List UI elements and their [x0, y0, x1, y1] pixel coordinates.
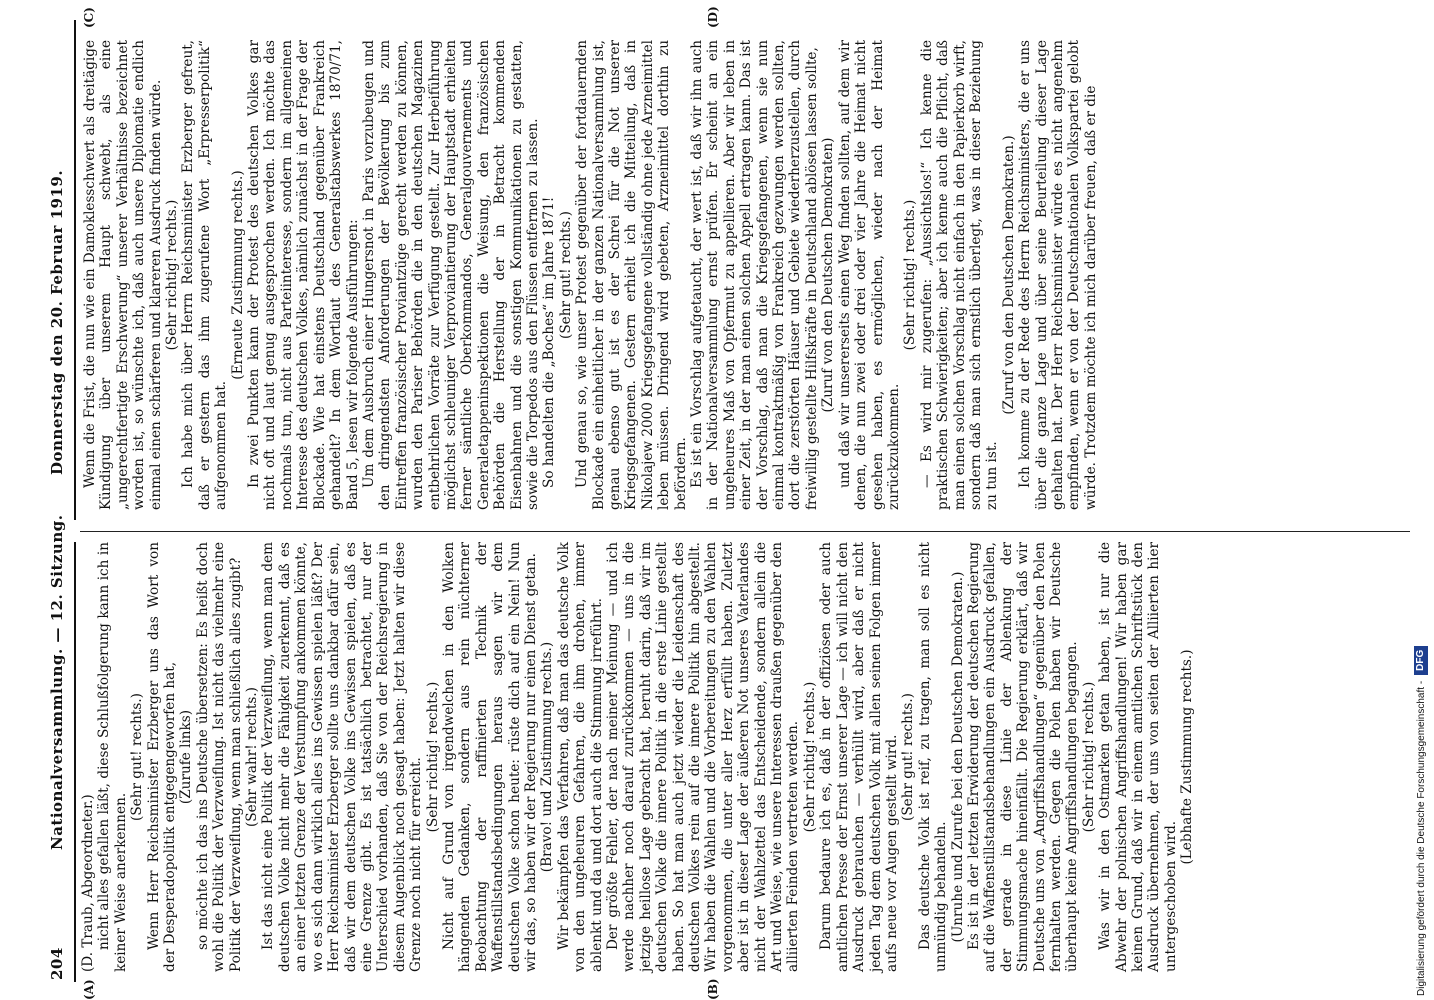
paragraph: Wenn die Frist, die nun wie ein Damoklesschwert als dreitägige Kündigung über unserem Haupt schwebt, als eine „ungerechtfertigte Erschwerung“ unserer Verhältnisse bezeichnet worden ist, so wünschte ich, daß auch unsere Diplomatie endlich einmal einen schärferen und klareren Ausdruck finden würde. [82, 40, 164, 510]
page-number: 204 [48, 947, 66, 980]
left-text-column [80, 542, 1196, 972]
paragraph: Wenn Herr Reichsminister Erzberger uns das Wort von der Desperadopolitik entgegengeworfen hat, [145, 542, 179, 972]
interjection: (Sehr gut! rechts.) [129, 693, 146, 821]
paragraph: In zwei Punkten kann der Protest des deutschen Volkes gar nicht oft und laut genug ausgesprochen werden. Ich möchte das nochmals tun, nicht aus Parteiinteresse, sondern im allgemeinen Interesse des deutschen Volkes, nämlich zunächst in der Frage der Blockade. Wie hat einstens Deutschland gegenüber Frankreich gehandelt? In dem Wortlaut des Generalstabswerkes 1870/71, Band 5, lesen wir folgende Ausführungen: [246, 40, 361, 510]
margin-marker-c: (C) [82, 7, 96, 28]
right-header-rule [74, 20, 76, 520]
left-header-rule [74, 542, 76, 982]
paragraph: Es ist ein Vorschlag aufgetaucht, der wert ist, daß wir ihn auch in der Nationalversammlung ernst prüfen. Er scheint an ein ungeheures Maß von Opfermut zu appellieren. Aber wir leben in einer Zeit, in der man einen solchen Appell ertragen kann. Das ist der Vorschlag, daß man die Kriegsgefangenen, wenn sie nun einmal kontraktmäßig von Frankreich gezwungen werden sollten, dort die zerstörten Häuser und Gebiete wiederherzustellen, durch freiwillig gestellte Hilfskräfte in Deutschland ablösen lassen sollte, [689, 40, 820, 510]
interjection: (Erneute Zustimmung rechts.) [229, 170, 246, 380]
paragraph: Was wir in den Ostmarken getan haben, ist nur die Abwehr der polnischen Angriffshandlungen! Wir haben gar keinen Grund, daß wir in einem amtlichen Schriftstück den Ausdruck übernehmen, der uns von seiten der Alliierten hier untergeschoben wird. [1097, 542, 1179, 972]
paragraph: Der größte Fehler, der nach meiner Meinung — und ich werde nachher noch darauf zurückkommen — uns in die jetzige heillose Lage gebracht hat, beruht darin, daß wir im deutschen Volke die innere Politik in die erste Linie gestellt haben. So hat man auch jetzt wieder die Leidenschaft des deutschen Volkes rein auf die innere Politik hin abgestellt. Wir haben die Wahlen und die Vorbereitungen zu den Wahlen vorgenommen, die unter aller Herz erfüllt haben. Zuletzt aber ist in dieser Lage der äußeren Not unseres Vaterlandes nicht der Wahlzettel das Entscheidende, sondern allein die Art und Weise, wie unsere Interessen draußen gegenüber den alliierten Feinden vertreten werden. [605, 542, 802, 972]
paragraph: Ist das nicht eine Politik der Verzweiflung, wenn man dem deutschen Volke nicht mehr die Fähigkeit zuerkennt, daß es an einer letzten Grenze der Verstumpfung ankommen könnte, wo es sich dann wirklich alles ins Gewissen spielen läßt? Der Herr Reichsminister Erzberger sollte uns dankbar dafür sein, daß wir dem deutschen Volke ins Gewissen spielen, daß es eine Grenze gibt. Es ist tatsächlich betrachtet, nur der Unterschied vorhanden, daß Sie von der Reichsregierung in diesem Augenblick noch gesagt haben: Jetzt halten wir diese Grenze noch nicht für erreicht. [260, 542, 425, 972]
interjection: (Sehr gut! rechts.) [557, 211, 574, 339]
paragraph: Wir bekämpfen das Verfahren, daß man das deutsche Volk von den ungeheuren Gefahren, die ihm drohen, immer ablenkt und da und dort auch die Stimmung irreführt. [555, 542, 605, 972]
interjection: (Sehr richtig! rechts.) [164, 199, 181, 351]
interjection: (Bravo! und Zustimmung rechts.) [539, 641, 556, 873]
paragraph: Es ist in der letzten Erwiderung der deutschen Regierung auf die Waffenstillstandsbehandlungen ein Ausdruck gefallen, der gerade in diese Linie der Ablenkung der Stimmungsmache hineinfällt. Die Regierung erklärt, daß wir Deutsche uns von „Angriffshandlungen“ gegenüber den Polen fernhalten werden. Gegen die Polen haben wir Deutsche überhaupt keine Angriffshandlungen begangen. [965, 542, 1081, 972]
paragraph: Das deutsche Volk ist reif, zu tragen, man soll es nicht unmündig behandeln. [916, 542, 950, 972]
left-header: Nationalversammlung. — 12. Sitzung. [48, 514, 66, 850]
interjection: (Sehr richtig! rechts.) [1080, 681, 1097, 833]
paragraph: nicht alles gefallen läßt, diese Schlußfolgerung kann ich in keiner Weise anerkennen. [96, 542, 129, 972]
margin-marker-d: (D) [706, 6, 720, 28]
interjection: (Lebhafte Zustimmung rechts.) [1179, 649, 1196, 865]
column-divider [80, 531, 1410, 532]
paragraph: — Es wird mir zugerufen: „Aussichtslos!“ Ich kenne die praktischen Schwierigkeiten; aber ich kenne auch die Pflicht, daß man einen solchen Vorschlag nicht einfach in den Papierkorb wirft, sondern daß man sich ernstlich überlegt, was in dieser Beziehung zu tun ist. [918, 40, 1001, 510]
digitization-strip [1412, 4, 1430, 996]
right-text-column [82, 40, 1099, 510]
interjection: (Sehr wahr! rechts.) [244, 687, 261, 827]
paragraph: Ich habe mich über Herrn Reichsminister Erzberger gefreut, daß er gestern das ihm zugerufene Wort „Erpresserpolitik“ aufgenommen hat. [180, 40, 230, 510]
paragraph: So handelten die „Boches“ im Jahre 1871! [541, 196, 558, 488]
margin-marker-a: (A) [82, 979, 96, 1000]
paragraph: Um dem Ausbruch einer Hungersnot in Paris vorzubeugen und den dringendsten Anforderungen der Bevölkerung bis zum Eintreffen französischer Proviantzüge gerecht werden zu können, wurden den Pariser Behörden die in den deutschen Magazinen entbehrlichen Vorräte zur Verfügung gestellt. Zur Herbeiführung möglichst schleuniger Verproviantierung der Hauptstadt erhielten ferner sämtliche Oberkommandos, Generalgouvernements und Generaletappeninspektionen die Weisung, den französischen Behörden die Herstellung der in Betracht kommenden Eisenbahnen und die sonstigen Kommunikationen zu gestatten, sowie die Torpedos aus den Flüssen entfernen zu lassen. [360, 40, 541, 510]
right-header: Donnerstag den 20. Februar 1919. [48, 169, 66, 475]
interjection: (Sehr richtig! rechts.) [902, 199, 919, 351]
speaker-line: (D. Traub, Abgeordneter.) [80, 794, 96, 972]
interjection: (Unruhe und Zurufe bei den Deutschen Demokraten.) [949, 571, 966, 943]
paragraph: Ich komme zu der Rede des Herrn Reichsministers, die er uns über die ganze Lage und über seine Beurteilung dieser Lage gehalten hat. Der Herr Reichsminister würde es nicht angenehm empfinden, wenn er von der Deutschnationalen Volkspartei gelobt würde. Trotzdem möchte ich mich darüber freuen, daß er die [1017, 40, 1099, 510]
interjection: (Sehr gut! rechts.) [900, 693, 917, 821]
paragraph: Und genau so, wie unser Protest gegenüber der fortdauernden Blockade ein einheitlicher in der ganzen Nationalversammlung ist, genau ebenso gut ist es der Schrei für die Not unserer Kriegsgefangenen. Gestern erhielt ich die Mitteilung, daß in Nikolajew 2000 Kriegsgefangene vollständig ohne jede Arzneimittel leben müssen. Dringend wird gebeten, Arzneimittel dorthin zu befördern. [574, 40, 689, 510]
interjection: (Zurufe links) [178, 709, 195, 805]
interjection: (Sehr richtig! rechts.) [424, 681, 441, 833]
interjection: (Zuruf von den Deutschen Demokraten.) [1000, 135, 1017, 415]
digitization-notice: Digitalisierung gefördert durch die Deutsche Forschungsgemeinschaft - [1415, 680, 1427, 996]
paragraph: Darum bedaure ich es, daß in der offiziösen oder auch amtlichen Presse der Ernst unserer Lage — ich will nicht den Ausdruck gebrauchen — verhüllt wird, aber daß er nicht jeden Tag dem deutschen Volk mit allen seinen Folgen immer aufs neue vor Augen gestellt wird. [818, 542, 900, 972]
interjection: (Sehr richtig! rechts.) [801, 681, 818, 833]
paragraph: Nicht auf Grund von irgendwelchen in den Wolken hängenden Gedanken, sondern aus rein nüchterner Beobachtung der raffinierten Technik der Waffenstillstandsbedingungen heraus sagen wir dem deutschen Volke schon heute: rüste dich auf ein Nein! Nun wir das, so haben wir der Regierung nur einen Dienst getan. [440, 542, 539, 972]
paragraph: und daß wir unsererseits einen Weg finden sollten, auf dem wir denen, die nun zwei oder drei oder vier Jahre die Heimat nicht gesehen haben, es ermöglichen, wieder nach der Heimat zurückzukommen. [836, 40, 902, 510]
paragraph: so möchte ich das ins Deutsche übersetzen: Es heißt doch wohl die Politik der Verzweiflung. Ist nicht das vielmehr eine Politik der Verzweiflung, wenn man schließlich alles zugibt? [194, 542, 244, 972]
dfg-logo: DFG [1414, 646, 1428, 675]
margin-marker-b: (B) [706, 978, 720, 1000]
interjection: (Zuruf von den Deutschen Demokraten) [820, 137, 837, 413]
